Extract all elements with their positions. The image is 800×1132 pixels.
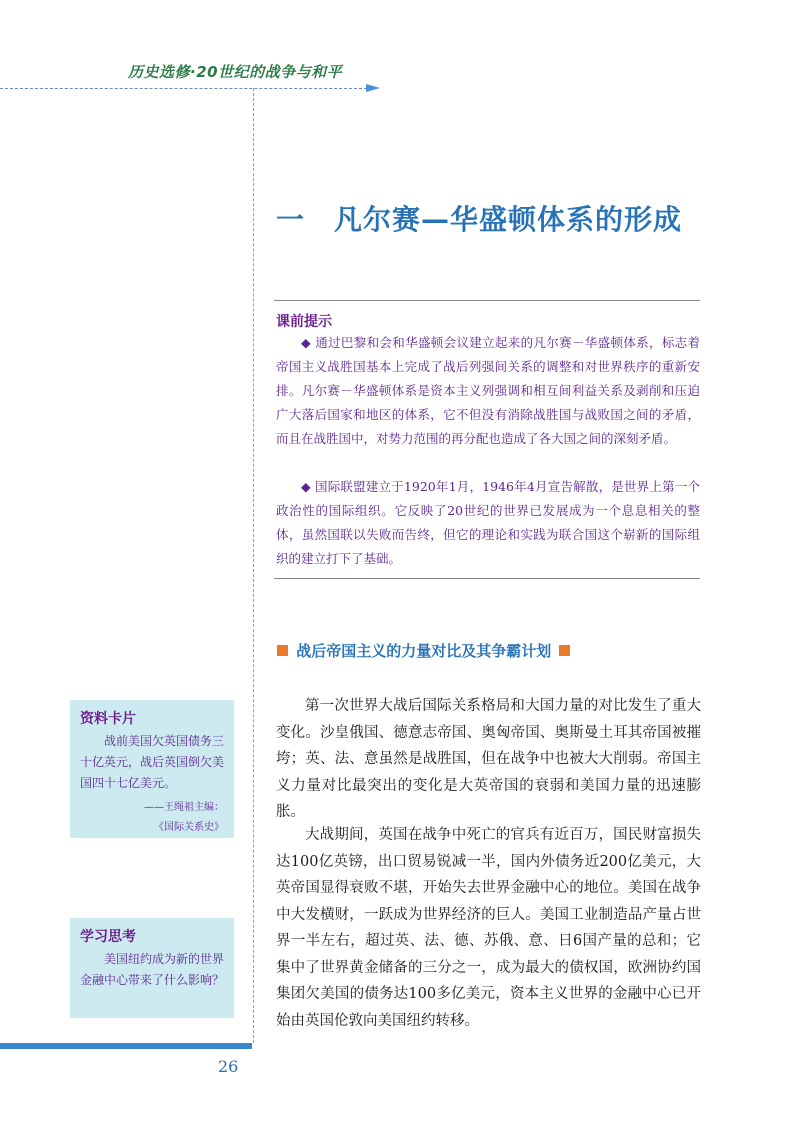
chapter-title: 一 凡尔赛—华盛顿体系的形成 [276,203,683,236]
header-dashed-rule [0,88,372,89]
running-header-title: 历史选修·20世纪的战争与和平 [128,63,343,81]
study-question-card [70,918,234,1018]
data-card-source-title: 《国际关系史》 [154,822,224,833]
study-question-heading: 学习思考 [80,929,136,945]
header-arrow-icon [366,84,380,92]
square-bullet-icon [559,645,570,656]
data-card [70,700,234,838]
footer-bar [0,1043,252,1049]
pre-class-tips-box [274,300,700,579]
body-paragraph: 第一次世界大战后国际关系格局和大国力量的对比发生了重大变化。沙皇俄国、德意志帝国、奥匈帝国、奥斯曼土耳其帝国被摧垮；英、法、意虽然是战胜国，但在战争中也被大大削弱。帝国主义力量对比最突出的变化是大英帝国的衰弱和美国力量的迅速膨胀。 [276,698,701,820]
pre-class-tips-heading: 课前提示 [276,314,332,330]
section-heading [274,640,573,661]
data-card-source-author: ——王绳祖主编： [144,802,224,813]
square-bullet-icon [277,645,288,656]
pre-class-tip-paragraph: ◆ 国际联盟建立于1920年1月，1946年4月宣告解散，是世界上第一个政治性的国际组织。它反映了20世纪的世界已发展成为一个息息相关的整体，虽然国联以失败而告终，但它的理论和实践为联合国这个崭新的国际组织的建立打下了基础。 [276,479,700,566]
margin-dashed-rule [253,88,254,1043]
section-heading-text: 战后帝国主义的力量对比及其争霸计划 [296,642,552,660]
data-card-heading: 资料卡片 [80,711,136,727]
page-number: 26 [218,1057,239,1076]
study-question-text: 美国纽约成为新的世界金融中心带来了什么影响？ [80,952,225,987]
body-paragraph: 大战期间，英国在战争中死亡的官兵有近百万，国民财富损失达100亿英镑，出口贸易锐减一半，国内外债务近200亿美元，大英帝国显得衰败不堪，开始失去世界金融中心的地位。美国在战争中大发横财，一跃成为世界经济的巨人。美国工业制造品产量占世界一半左右，超过英、法、德、苏俄、意、日6国产量的总和；它集中了世界黄金储备的三分之一，成为最大的债权国，欧洲协约国集团欠美国的债务达100多亿美元，资本主义世界的金融中心已开始由英国伦敦向美国纽约转移。 [276,827,701,1029]
data-card-text: 战前美国欠英国债务三十亿英元，战后英国倒欠美国四十七亿美元。 [80,734,225,790]
pre-class-tip-paragraph: ◆ 通过巴黎和会和华盛顿会议建立起来的凡尔赛－华盛顿体系，标志着帝国主义战胜国基本上完成了战后列强间关系的调整和对世界秩序的重新安排。凡尔赛－华盛顿体系是资本主义列强调和相互间利益关系及剥削和压迫广大落后国家和地区的体系，它不但没有消除战胜国与战败国之间的矛盾，而且在战胜国中，对势力范围的再分配也造成了各大国之间的深刻矛盾。 [276,335,700,446]
